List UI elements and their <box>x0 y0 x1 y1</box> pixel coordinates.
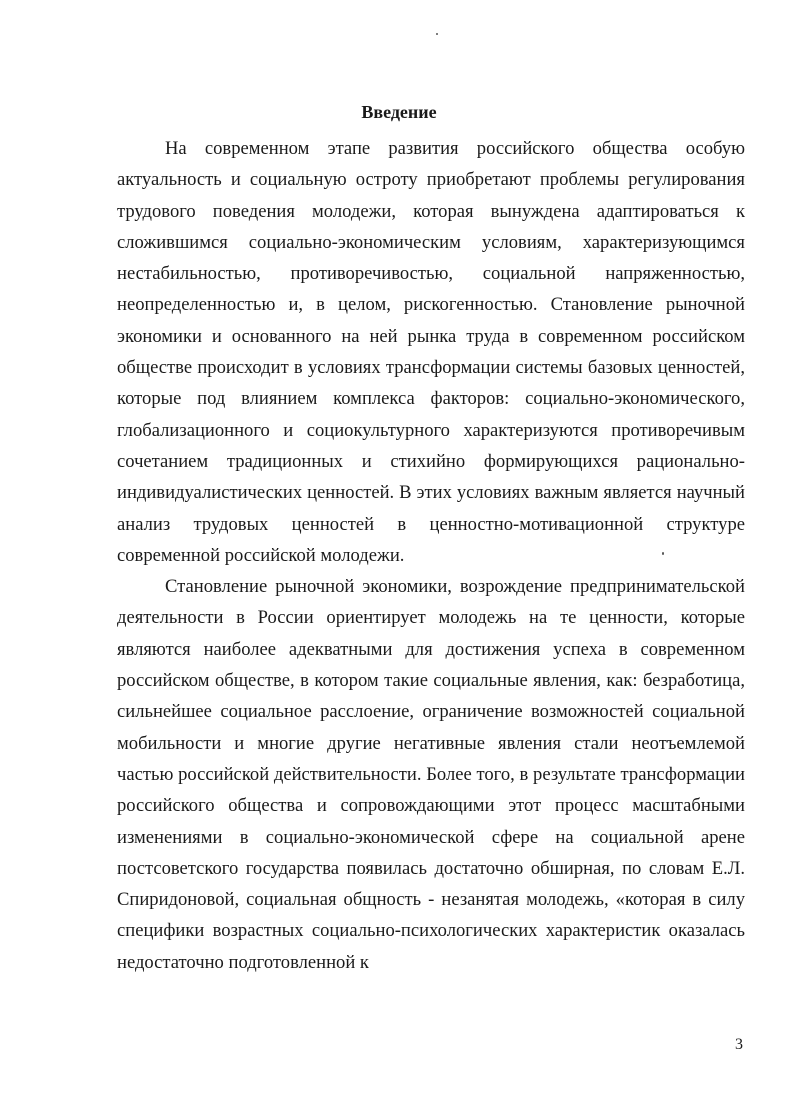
body-text <box>117 133 745 978</box>
page-number: 3 <box>735 1036 743 1053</box>
paragraph: На современном этапе развития российского общества особую актуальность и социальную остроту приобретают проблемы регулирования трудового поведения молодежи, которая вынуждена адаптироваться к сложившимся социально-экономическим условиям, характеризующимся нестабильностью, противоречивостью, социальной напряженностью, неопределенностью и, в целом, рискогенностью. Становление рыночной экономики и основанного на ней рынка труда в современном российском обществе происходит в условиях трансформации системы базовых ценностей, которые под влиянием комплекса факторов: социально-экономического, глобализационного и социокультурного характеризуются противоречивым сочетанием традиционных и стихийно формирующихся рационально-индивидуалистических ценностей. В этих условиях важным является научный анализ трудовых ценностей в ценностно-мотивационной структуре современной российской молодежи. <box>117 138 745 566</box>
paragraph: Становление рыночной экономики, возрождение предпринимательской деятельности в России ориентирует молодежь на те ценности, которые являются наиболее адекватными для достижения успеха в современном российском обществе, в котором такие социальные явления, как: безработица, сильнейшее социальное расслоение, ограничение возможностей социальной мобильности и многие другие негативные явления стали неотъемлемой частью российской действительности. Более того, в результате трансформации российского общества и сопровождающими этот процесс масштабными изменениями в социально-экономической сфере на социальной арене постсоветского государства появилась достаточно обширная, по словам Е.Л. Спиридоновой, социальная общность - незанятая молодежь, «которая в силу специфики возрастных социально-психологических характеристик оказалась недостаточно подготовленной к <box>117 576 745 973</box>
section-title: Введение <box>361 102 437 122</box>
scan-speck <box>436 33 438 35</box>
